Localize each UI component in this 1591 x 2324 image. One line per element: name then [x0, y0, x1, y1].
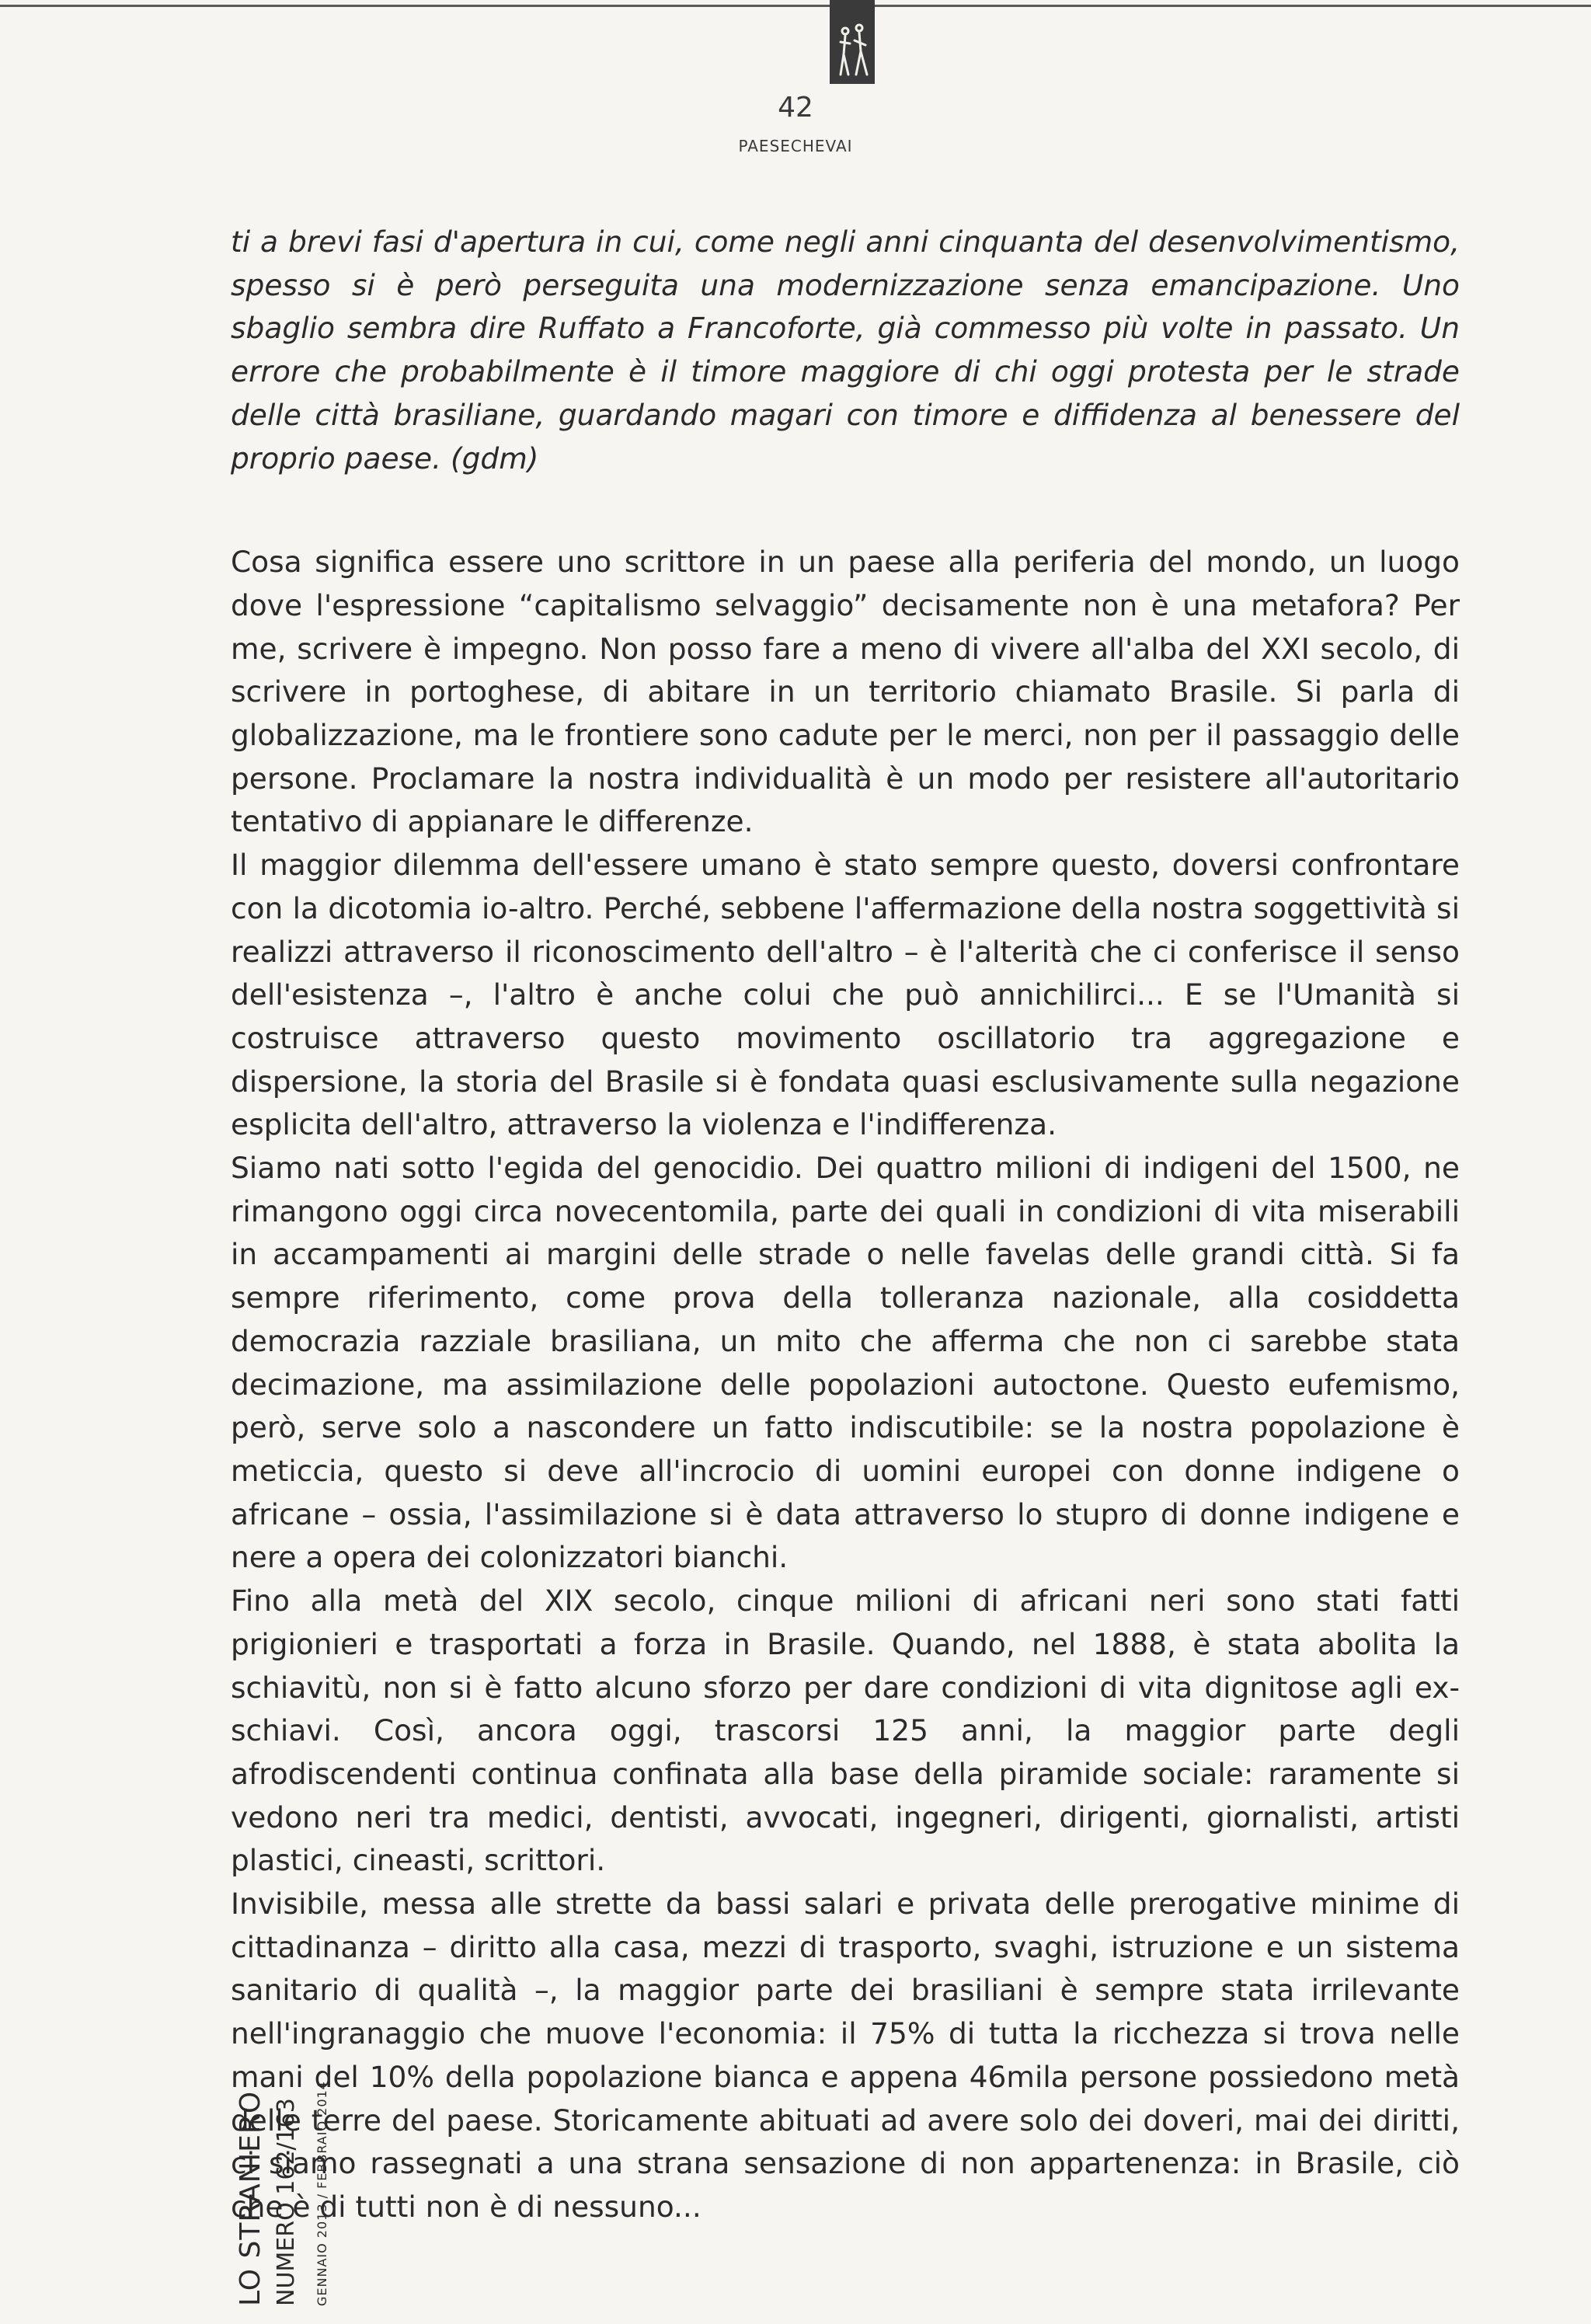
issue-date: GENNAIO 2013 / FEBBRAIO 2014 — [315, 2081, 329, 2306]
article-body — [231, 221, 1460, 2229]
body-paragraph-1: Cosa significa essere uno scrittore in un paese alla periferia del mondo, un luogo dove l'espressione “capitalismo selvaggio” decisamente non è una metafora? Per me, scrivere è impegno. Non posso fare a meno di vivere all'alba del XXI secolo, di scrivere in portoghese, di abitare in un territorio chiamato Brasile. Si parla di globalizzazione, ma le frontiere sono cadute per le merci, non per il passaggio delle persone. Proclamare la nostra individualità è un modo per resistere all'autoritario tentativo di appianare le differenze. — [231, 545, 1460, 839]
issue-number: NUMERO 162/163 — [273, 2098, 300, 2306]
body-paragraph-5: Invisibile, messa alle strette da bassi salari e privata delle prerogative minime di cittadinanza – diritto alla casa, mezzi di trasporto, svaghi, istruzione e un sistema sanitario di qualità –, la maggior parte dei brasiliani è sempre stata irrilevante nell'ingranaggio che muove l'economia: il 75% di tutta la ricchezza si trova nelle mani del 10% della popolazione bianca e appena 46mila persone possiedono metà delle terre del paese. Storicamente abituati ad avere solo dei doveri, mai dei diritti, ci siamo rassegnati a una strana sensazione di non appartenenza: in Brasile, ciò che è di tutti non è di nessuno... — [231, 1887, 1460, 2224]
magazine-name: LO STRANIERO — [235, 2090, 266, 2306]
spine-caption — [233, 2081, 340, 2306]
body-paragraph-3: Siamo nati sotto l'egida del genocidio. Dei quattro milioni di indigeni del 1500, ne rimangono oggi circa novecentomila, parte dei quali in condizioni di vita miserabili in accampamenti ai margini delle strade o nelle favelas delle grandi città. Si fa sempre riferimento, come prova della tolleranza nazionale, alla cosiddetta democrazia razziale brasiliana, un mito che afferma che non ci sarebbe stata decimazione, ma assimilazione delle popolazioni autoctone. Questo eufemismo, però, serve solo a nascondere un fatto indiscutibile: se la nostra popolazione è meticcia, questo si deve all'incrocio di uomini europei con donne indigene o africane – ossia, l'assimilazione si è data attraverso lo stupro di donne indigene e nere a opera dei colonizzatori bianchi. — [231, 1151, 1460, 1575]
body-paragraph-2: Il maggior dilemma dell'essere umano è stato sempre questo, doversi confrontare con la dicotomia io-altro. Perché, sebbene l'affermazione della nostra soggettività si realizzi attraverso il riconoscimento dell'altro – è l'alterità che ci conferisce il senso dell'esistenza –, l'altro è anche colui che può annichilirci... E se l'Umanità si costruisce attraverso questo movimento oscillatorio tra aggregazione e dispersione, la storia del Brasile si è fondata quasi esclusivamente sulla negazione esplicita dell'altro, attraverso la violenza e l'indifferenza. — [231, 848, 1460, 1142]
logo-graphic — [830, 0, 875, 84]
page-number: 42 — [778, 92, 813, 124]
body-paragraph-4: Fino alla metà del XIX secolo, cinque milioni di africani neri sono stati fatti prigionieri e trasportati a forza in Brasile. Quando, nel 1888, è stata abolita la schiavitù, non si è fatto alcuno sforzo per dare condizioni di vita dignitose agli ex-schiavi. Così, ancora oggi, trascorsi 125 anni, la maggior parte degli afrodiscendenti continua confinata alla base della piramide sociale: raramente si vedono neri tra medici, dentisti, avvocati, ingegneri, dirigenti, giornalisti, artisti plastici, cineasti, scrittori. — [231, 1584, 1460, 1878]
intro-paragraph: ti a brevi fasi d'apertura in cui, come negli anni cinquanta del desenvolvimentismo, spesso si è però perseguita una modernizzazione senza emancipazione. Uno sbaglio sembra dire Ruffato a Francoforte, già commesso più volte in passato. Un errore che probabilmente è il timore maggiore di chi oggi protesta per le strade delle città brasiliane, guardando magari con timore e diffidenza al benessere del proprio paese. (gdm) — [231, 225, 1460, 476]
top-rule — [0, 5, 1591, 7]
section-title: PAESECHEVAI — [738, 137, 853, 155]
figures-logo-icon — [830, 0, 875, 84]
